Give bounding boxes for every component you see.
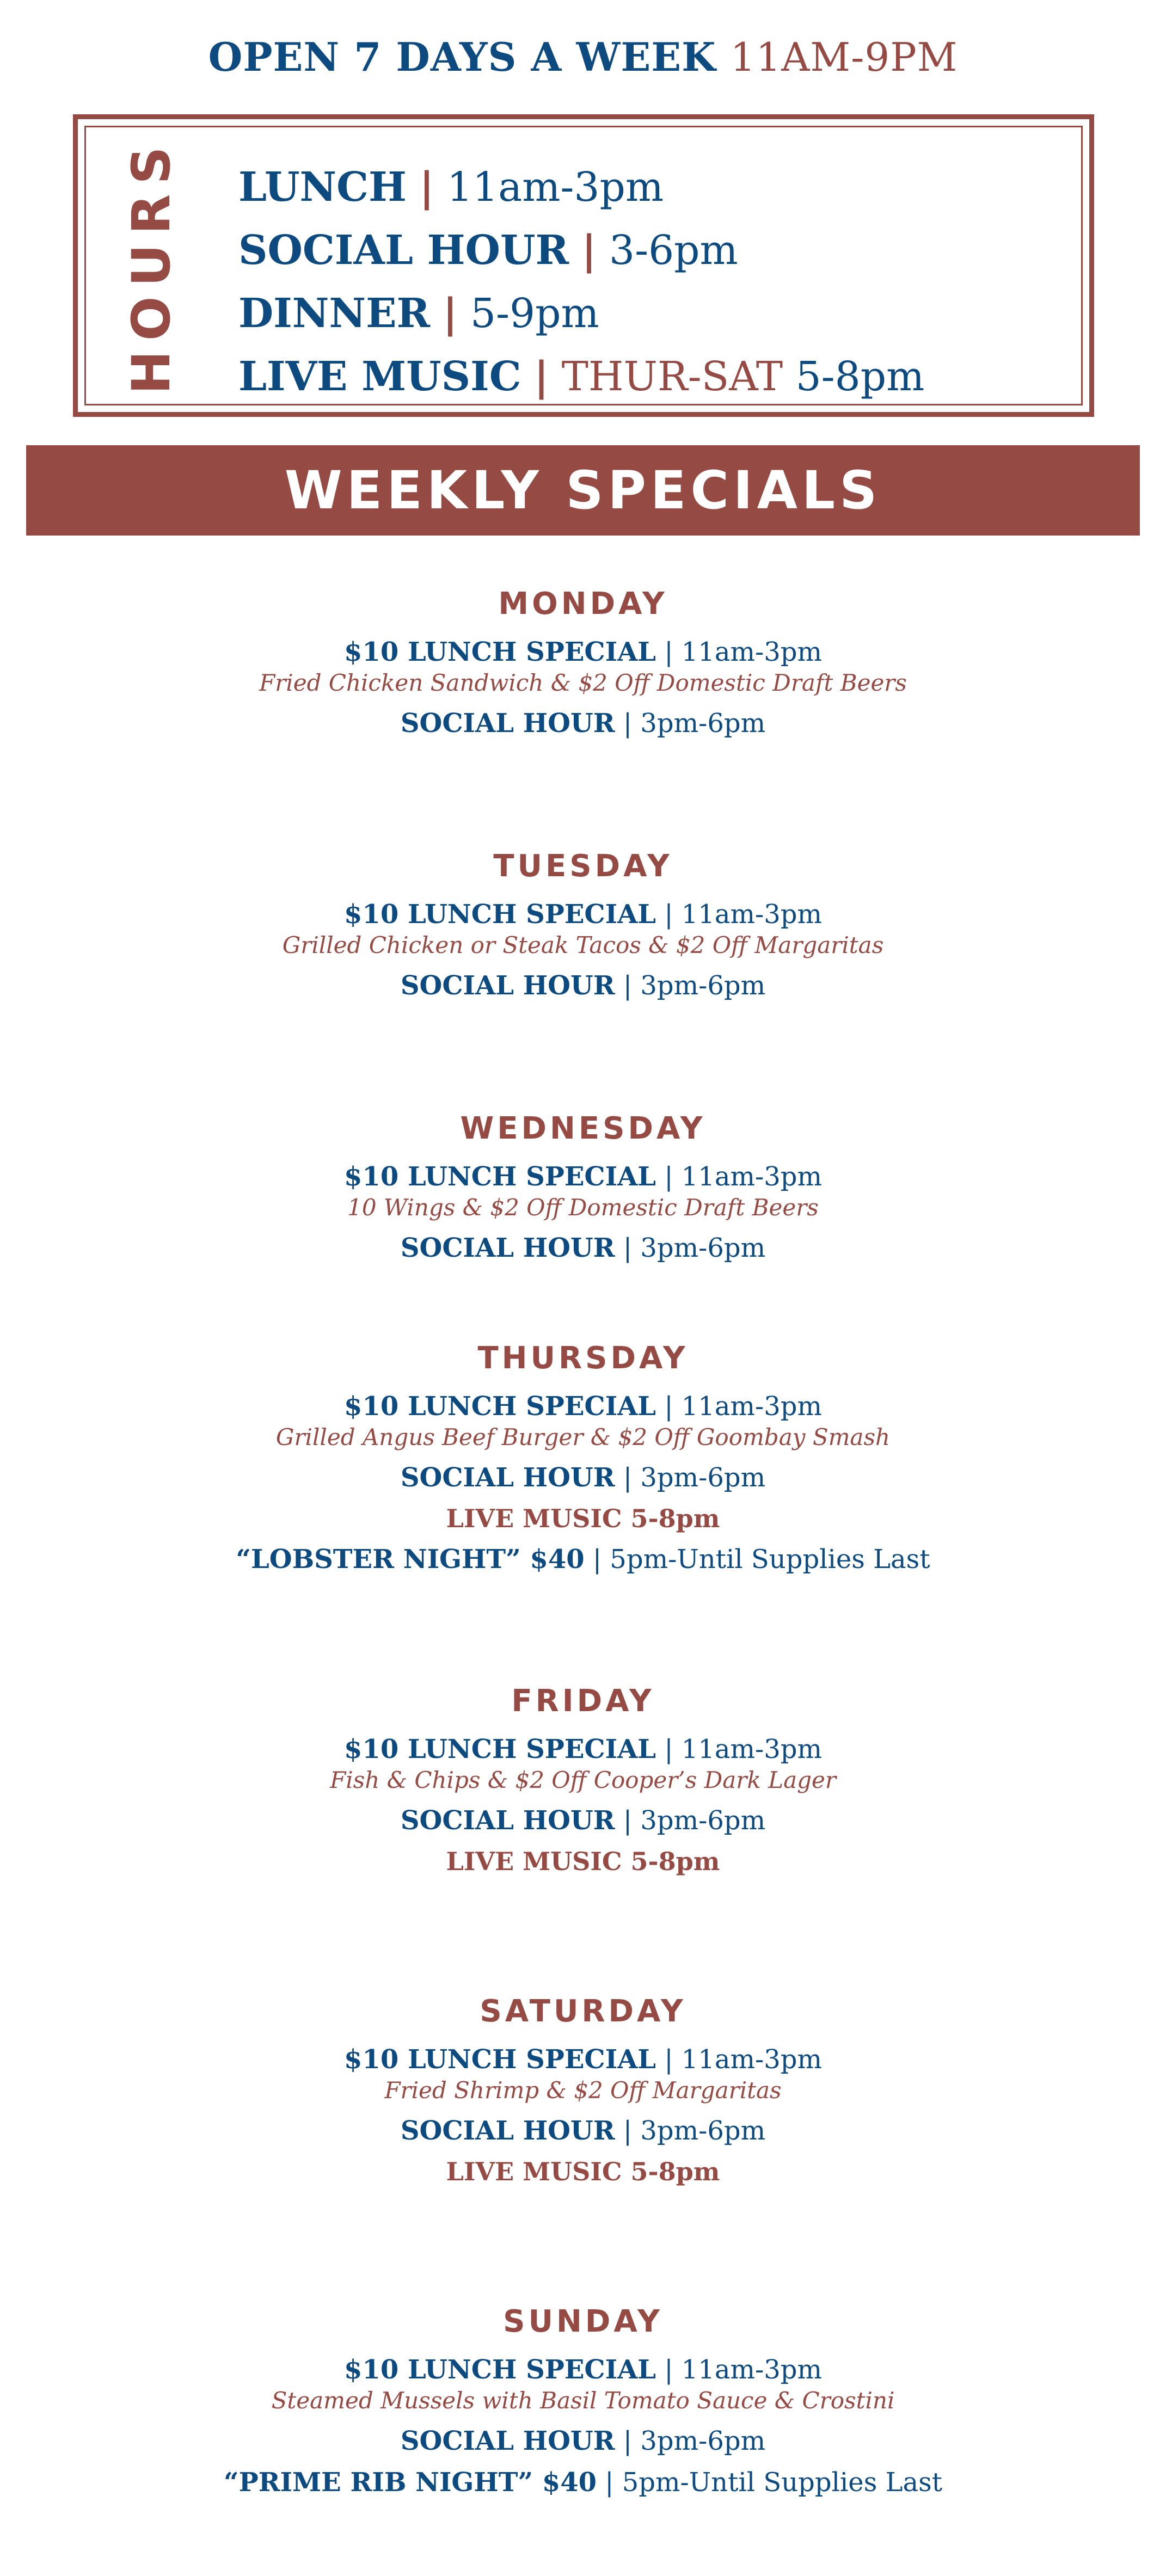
social-hour-label: SOCIAL HOUR <box>400 2426 615 2456</box>
day-name: SATURDAY <box>480 1994 686 2029</box>
day-section-tuesday <box>0 845 1166 1001</box>
hours-value: 3-6pm <box>609 227 738 274</box>
hours-separator: | <box>419 164 434 211</box>
lunch-special-row <box>0 1161 1166 1192</box>
hours-line-social-hour <box>238 219 924 282</box>
lunch-special-time: | 11am-3pm <box>664 1161 822 1192</box>
social-hour-time: | 3pm-6pm <box>623 1233 766 1263</box>
lunch-special-row <box>0 2354 1166 2385</box>
live-music-row: LIVE MUSIC 5-8pm <box>446 1847 720 1876</box>
hours-value: 5-8pm <box>795 353 925 400</box>
day-section-sunday <box>0 2300 1166 2498</box>
lobster-night-label: “LOBSTER NIGHT” $40 <box>236 1544 585 1575</box>
weekly-specials-title: WEEKLY SPECIALS <box>284 460 882 521</box>
hours-separator: | <box>534 353 549 400</box>
social-hour-time: | 3pm-6pm <box>623 2116 766 2146</box>
open-days-heading <box>0 34 1166 80</box>
lunch-special-label: $10 LUNCH SPECIAL <box>344 2044 656 2075</box>
hours-label: DINNER <box>238 290 430 337</box>
special-description: Grilled Angus Beef Burger & $2 Off Goombay Smash <box>275 1424 891 1450</box>
lunch-special-label: $10 LUNCH SPECIAL <box>344 637 656 667</box>
hours-label: SOCIAL HOUR <box>238 227 569 274</box>
special-description: 10 Wings & $2 Off Domestic Draft Beers <box>347 1194 819 1221</box>
social-hour-time: | 3pm-6pm <box>623 2426 766 2456</box>
social-hour-row <box>0 2426 1166 2456</box>
hours-box <box>73 114 1094 417</box>
special-description: Fish & Chips & $2 Off Cooper’s Dark Lager <box>330 1767 836 1793</box>
social-hour-time: | 3pm-6pm <box>623 1805 766 1836</box>
day-section-thursday <box>0 1337 1166 1575</box>
lunch-special-label: $10 LUNCH SPECIAL <box>344 1161 656 1192</box>
social-hour-row <box>0 1805 1166 1836</box>
social-hour-label: SOCIAL HOUR <box>400 970 615 1001</box>
lunch-special-time: | 11am-3pm <box>664 2354 822 2385</box>
social-hour-label: SOCIAL HOUR <box>400 1805 615 1836</box>
day-section-friday <box>0 1680 1166 1876</box>
day-section-monday <box>0 582 1166 739</box>
open-hours-text: 11AM-9PM <box>730 34 958 80</box>
hours-line-dinner <box>238 282 924 345</box>
lunch-special-row <box>0 1734 1166 1765</box>
lunch-special-time: | 11am-3pm <box>664 899 822 930</box>
lunch-special-time: | 11am-3pm <box>664 1391 822 1422</box>
social-hour-label: SOCIAL HOUR <box>400 1462 615 1493</box>
day-name: FRIDAY <box>511 1683 655 1719</box>
hours-line-live-music <box>238 345 924 408</box>
social-hour-row <box>0 1462 1166 1493</box>
special-description: Grilled Chicken or Steak Tacos & $2 Off Margaritas <box>282 932 884 958</box>
social-hour-time: | 3pm-6pm <box>623 1462 766 1493</box>
day-name: THURSDAY <box>477 1341 689 1376</box>
lunch-special-label: $10 LUNCH SPECIAL <box>344 899 656 930</box>
social-hour-label: SOCIAL HOUR <box>400 2116 615 2146</box>
social-hour-row <box>0 708 1166 739</box>
lunch-special-row <box>0 637 1166 667</box>
hours-inner-border <box>84 126 1083 405</box>
social-hour-row <box>0 970 1166 1001</box>
social-hour-time: | 3pm-6pm <box>623 970 766 1001</box>
weekly-specials-banner <box>26 445 1140 536</box>
day-name: WEDNESDAY <box>460 1111 706 1146</box>
live-music-row: LIVE MUSIC 5-8pm <box>446 2157 720 2186</box>
open-days-text: OPEN 7 DAYS A WEEK <box>208 34 716 80</box>
social-hour-row <box>0 2116 1166 2146</box>
prime-rib-night-label: “PRIME RIB NIGHT” $40 <box>224 2467 597 2498</box>
hours-label: LUNCH <box>238 164 407 211</box>
lobster-night-row <box>0 1544 1166 1575</box>
social-hour-time: | 3pm-6pm <box>623 708 766 739</box>
prime-rib-night-row <box>0 2467 1166 2498</box>
lunch-special-row <box>0 899 1166 930</box>
social-hour-label: SOCIAL HOUR <box>400 1233 615 1263</box>
hours-separator: | <box>581 227 597 274</box>
hours-vertical-title: HOURS <box>121 137 182 395</box>
prime-rib-night-time: | 5pm-Until Supplies Last <box>605 2467 942 2498</box>
day-name: MONDAY <box>498 586 668 622</box>
lunch-special-time: | 11am-3pm <box>664 1734 822 1765</box>
special-description: Fried Shrimp & $2 Off Margaritas <box>384 2077 782 2104</box>
lunch-special-row <box>0 1391 1166 1422</box>
hours-value: 5-9pm <box>470 290 599 337</box>
day-name: SUNDAY <box>503 2304 663 2339</box>
lunch-special-label: $10 LUNCH SPECIAL <box>344 1734 656 1765</box>
hours-line-lunch <box>238 156 924 219</box>
lunch-special-time: | 11am-3pm <box>664 637 822 667</box>
hours-lines <box>238 156 924 408</box>
social-hour-label: SOCIAL HOUR <box>400 708 615 739</box>
hours-separator: | <box>443 290 458 337</box>
social-hour-row <box>0 1233 1166 1263</box>
hours-days: THUR-SAT <box>561 353 783 400</box>
day-section-saturday <box>0 1990 1166 2186</box>
special-description: Steamed Mussels with Basil Tomato Sauce & Crostini <box>271 2387 895 2414</box>
hours-label: LIVE MUSIC <box>238 353 521 400</box>
day-section-wednesday <box>0 1107 1166 1263</box>
lunch-special-label: $10 LUNCH SPECIAL <box>344 2354 656 2385</box>
live-music-row: LIVE MUSIC 5-8pm <box>446 1504 720 1533</box>
special-description: Fried Chicken Sandwich & $2 Off Domestic Draft Beers <box>259 669 907 696</box>
day-name: TUESDAY <box>493 849 673 884</box>
lunch-special-label: $10 LUNCH SPECIAL <box>344 1391 656 1422</box>
lunch-special-time: | 11am-3pm <box>664 2044 822 2075</box>
lobster-night-time: | 5pm-Until Supplies Last <box>592 1544 930 1575</box>
lunch-special-row <box>0 2044 1166 2075</box>
hours-value: 11am-3pm <box>446 164 664 211</box>
